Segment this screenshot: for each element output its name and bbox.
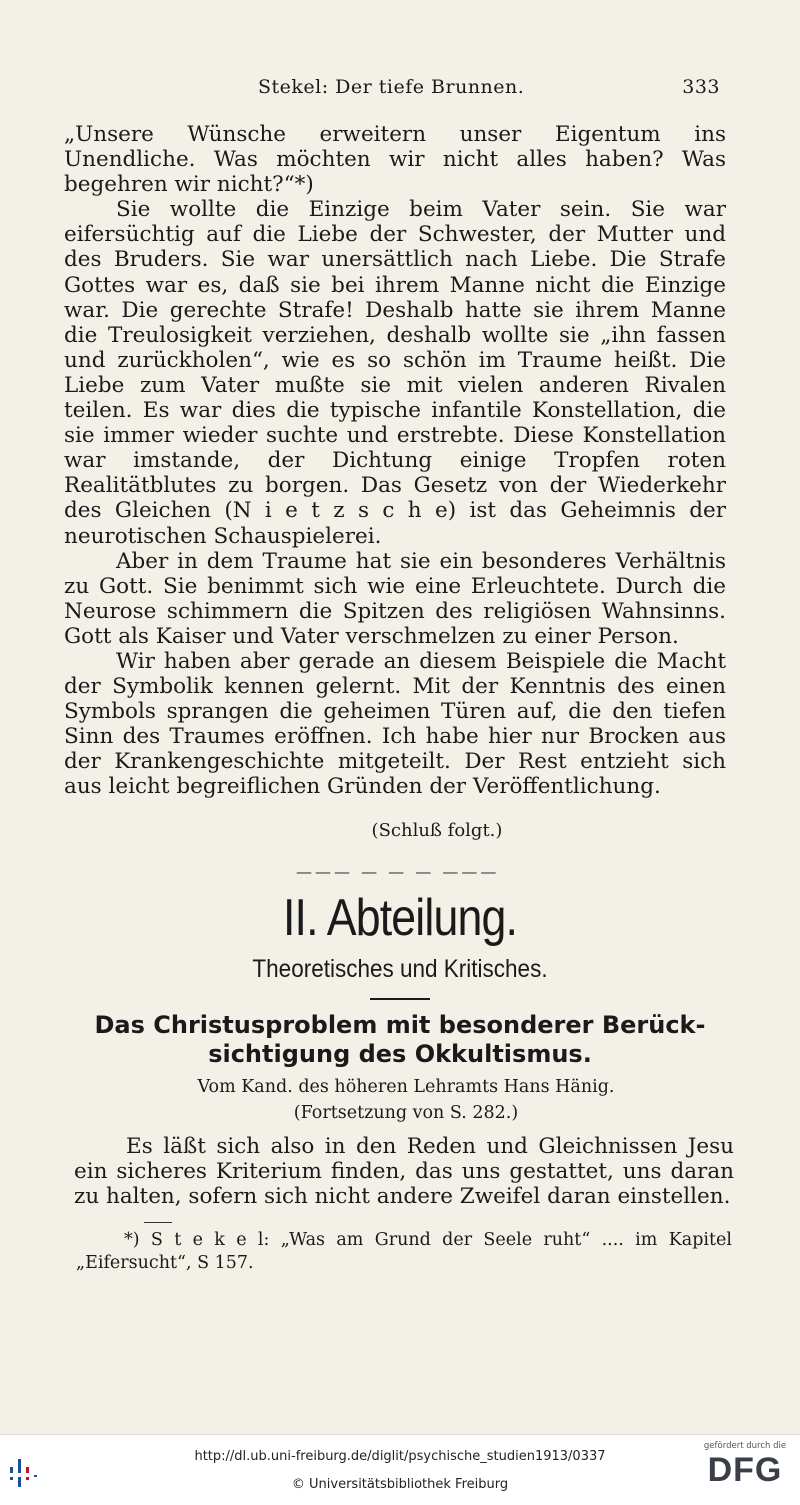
to-be-continued-note: (Schluß folgt.) xyxy=(371,820,503,841)
footnote-text: *) S t e k e l: „Was am Grund der Seele ruht“ .... im Kapitel „Eifersucht“, S 157. xyxy=(76,1230,732,1273)
body-paragraph: Wir haben aber gerade an diesem Beispiele die Macht der Symbolik kennen gelernt. Mit der Kenntnis des einen Symbols sprangen die geheimen Türen auf, die den tiefen Sinn des Traumes eröffnen. Ich habe hier nur Brocken aus der Krankengeschichte mitgeteilt. Der Rest entzieht sich aus leicht begreiflichen Gründen der Veröffentlichung. xyxy=(64,648,726,800)
section-heading: II. Abteilung. xyxy=(282,889,518,947)
body-text xyxy=(64,122,726,800)
body-paragraph: Sie wollte die Einzige beim Vater sein. Sie war eifersüchtig auf die Liebe der Schwester, der Mutter und des Bruders. Sie war unersättlich nach Liebe. Die Strafe Gottes war es, daß sie bei ihrem Manne nicht die Einzige war. Die gerechte Strafe! Deshalb hatte sie ihrem Manne die Treulosigkeit verziehen, deshalb wollte sie „ihn fassen und zurückholen“, wie es so schön im Traume heißt. Die Liebe zum Vater mußte sie mit vielen anderen Rivalen teilen. Es war dies die typische infantile Konstellation, die sie immer wieder suchte und erstrebte. Diese Konstellation war imstande, der Dichtung einige Tropfen roten Realitätblutes zu borgen. Das Gesetz von der Wiederkehr des Gleichen (N i e t z s c h e) ist das Geheimnis der neurotischen Schauspielerei. xyxy=(64,197,726,549)
article-title-line-1: Das Christusproblem mit besonderer Berück- xyxy=(94,1011,706,1039)
viewer-footer xyxy=(0,1434,800,1505)
running-title: Stekel: Der tiefe Brunnen. xyxy=(258,76,525,98)
heading-rule xyxy=(370,998,430,1000)
footnote xyxy=(76,1229,732,1275)
running-header xyxy=(258,76,720,102)
article-body xyxy=(74,1134,734,1209)
body-paragraph: Aber in dem Traume hat sie ein besonderes Verhältnis zu Gott. Sie benimmt sich wie eine Erleuchtete. Durch die Neurose schimmern die Spitzen des religiösen Wahnsinns. Gott als Kaiser und Vater verschmelzen zu einer Person. xyxy=(64,548,726,649)
dfg-logo-icon: DFG xyxy=(707,1451,783,1489)
article-title-line-2: sichtigung des Okkultismus. xyxy=(208,1040,592,1068)
section-separator: ——— — — — ——— xyxy=(296,862,500,881)
article-continuation-note: (Fortsetzung von S. 282.) xyxy=(293,1103,519,1123)
article-paragraph: Es läßt sich also in den Reden und Gleichnissen Jesu ein sicheres Kriterium finden, das uns gestattet, uns daran zu halten, sofern sich nicht andere Zweifel daran einstellen. xyxy=(74,1134,734,1210)
footnote-rule xyxy=(144,1222,172,1223)
copyright-notice: © Universitätsbibliothek Freiburg xyxy=(291,1477,509,1492)
funding-badge[interactable] xyxy=(702,1441,788,1489)
section-subheading: Theoretisches und Kritisches. xyxy=(252,955,548,983)
article-title xyxy=(40,1011,760,1069)
funding-text: gefördert durch die xyxy=(703,1441,787,1451)
quote-paragraph: „Unsere Wünsche erweitern unser Eigentum ins Unendliche. Was möchten wir nicht alles haben? Was begehren wir nicht?“*) xyxy=(64,122,726,198)
permalink-url[interactable]: http://dl.ub.uni-freiburg.de/diglit/psychische_studien1913/0337 xyxy=(194,1449,606,1464)
article-byline: Vom Kand. des höheren Lehramts Hans Hänig. xyxy=(197,1077,615,1097)
page-number: 333 xyxy=(682,76,720,98)
